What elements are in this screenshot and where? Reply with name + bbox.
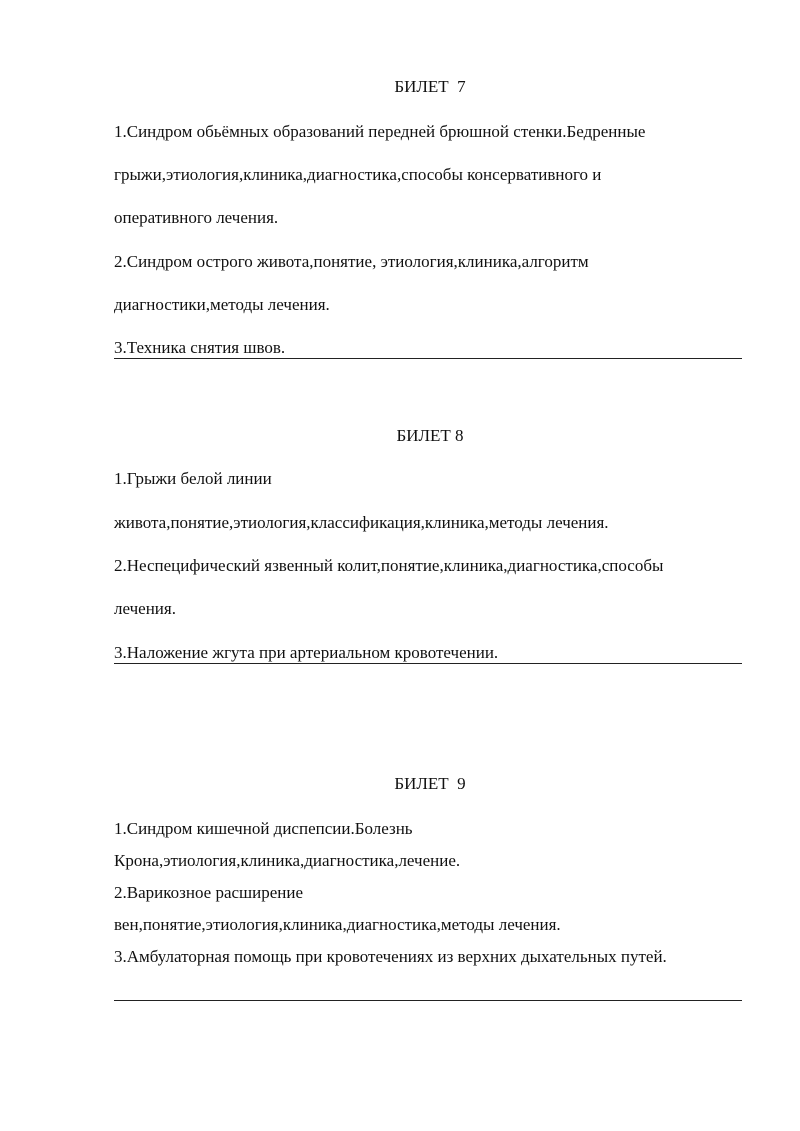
ticket-7-line-6: 3.Техника снятия швов. <box>114 338 286 357</box>
ticket-7-title: БИЛЕТ 7 <box>394 77 466 96</box>
ticket-9-line-4: вен,понятие,этиология,клиника,диагностика,методы лечения. <box>114 915 561 934</box>
ticket-9-separator <box>114 1000 742 1001</box>
ticket-9-line-3: 2.Варикозное расширение <box>114 883 304 902</box>
ticket-7-line-4: 2.Синдром острого живота,понятие, этиология,клиника,алгоритм <box>114 252 589 271</box>
ticket-8-line-2: живота,понятие,этиология,классификация,клиника,методы лечения. <box>114 513 609 532</box>
ticket-8-line-5: 3.Наложение жгута при артериальном кровотечении. <box>114 643 499 662</box>
ticket-8-line-1: 1.Грыжи белой линии <box>114 469 272 488</box>
ticket-7-line-3: оперативного лечения. <box>114 208 279 227</box>
ticket-8-line-4: лечения. <box>114 599 176 618</box>
ticket-8-title: БИЛЕТ 8 <box>396 426 464 445</box>
ticket-9-line-5: 3.Амбулаторная помощь при кровотечениях из верхних дыхательных путей. <box>114 947 667 966</box>
ticket-9-title: БИЛЕТ 9 <box>394 774 466 793</box>
ticket-7-separator <box>114 358 742 359</box>
ticket-7-line-5: диагностики,методы лечения. <box>114 295 330 314</box>
ticket-8-separator <box>114 663 742 664</box>
ticket-9-line-1: 1.Синдром кишечной диспепсии.Болезнь <box>114 819 413 838</box>
ticket-9-line-2: Крона,этиология,клиника,диагностика,лечение. <box>114 851 461 870</box>
ticket-7-line-2: грыжи,этиология,клиника,диагностика,способы консервативного и <box>114 165 602 184</box>
ticket-8-line-3: 2.Неспецифический язвенный колит,понятие,клиника,диагностика,способы <box>114 556 664 575</box>
ticket-7-line-1: 1.Синдром обьёмных образований передней брюшной стенки.Бедренные <box>114 122 646 141</box>
